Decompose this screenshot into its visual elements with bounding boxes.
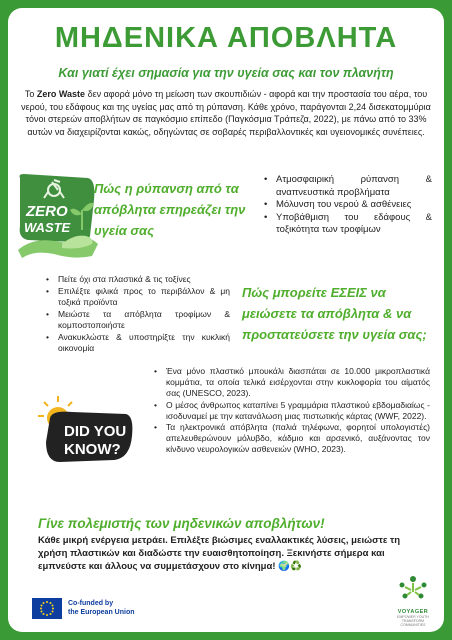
intro-prefix: Το: [24, 89, 37, 99]
zero-waste-illustration: [14, 170, 100, 262]
poster: [8, 8, 444, 632]
page-subtitle: Και γιατί έχει σημασία για την υγεία σας και τον πλανήτη: [58, 66, 394, 80]
voyager-name: VOYAGER: [397, 609, 429, 615]
list-item: • Υποβάθμιση του εδάφους & τοξικότητα των τροφίμων: [264, 212, 432, 237]
intro-rest: δεν αφορά μόνο τη μείωση των σκουπιδιών - αφορά και την προστασία του αέρα, του νερού, του εδάφους και της υγείας μας από τη ρύπανση. Κάθε χρόνο, παράγονται 2,24 δισεκατομμύρια τόνοι στερεών αποβλήτων σε παγκόσμιο επίπεδο (Παγκόσμια Τράπεζα, 2022), με πάνω από το 33% αυτών να διαχειρίζονται κακώς, οδηγώντας σε σοβαρές περιβαλλοντικές και υγειονομικές συνέπειες.: [21, 89, 431, 137]
list-item: • Ο μέσος άνθρωπος καταπίνει 5 γραμμάρια πλαστικού εβδομαδιαίως - ισοδυναμεί με την κατανάλωση μιας πιστωτικής κάρτας (WWF, 2022).: [154, 400, 430, 422]
cta-title: Γίνε πολεμιστής των μηδενικών αποβλήτων!: [38, 516, 325, 531]
list-item: • Πείτε όχι στα πλαστικά & τις τοξίνες: [46, 274, 230, 286]
actions-list: [46, 274, 230, 355]
did-you-know-graphic: [36, 392, 136, 478]
list-item: • Μειώστε τα απόβλητα τροφίμων & κομποστοποιήστε: [46, 309, 230, 332]
pollution-heading: Πώς η ρύπανση από τα απόβλητα επηρεάζει την υγεία σας: [94, 181, 246, 238]
list-item: • Επιλέξτε φιλικά προς το περιβάλλον & μη τοξικά προϊόντα: [46, 286, 230, 309]
eu-flag-icon: [32, 598, 62, 619]
voyager-logo: [390, 574, 436, 627]
list-item: • Τα ηλεκτρονικά απόβλητα (παλιά τηλέφωνα, φορητοί υπολογιστές) απελευθερώνουν μόλυβδο, κάδμιο και αρσενικό, αυξάνοντας τον κίνδυνο νευρολογικών ασθενειών (WHO, 2023).: [154, 422, 430, 456]
page-title: ΜΗΔΕΝΙΚΑ ΑΠΟΒΛΗΤΑ: [54, 22, 398, 54]
logo-zero: ZERO: [26, 203, 68, 220]
eu-line1: Co-funded by: [68, 600, 114, 607]
eu-text: [68, 599, 135, 617]
intro-paragraph: [20, 88, 432, 138]
voyager-tagline: EMPOWER YOUTH TRANSFORM COMMUNITIES: [397, 615, 429, 627]
eu-cofunded-logo: [32, 598, 172, 622]
badge-line1: DID YOU: [64, 423, 127, 440]
list-item: • Μόλυνση του νερού & ασθένειες: [264, 199, 432, 212]
list-item: • Ατμοσφαιρική ρύπανση & αναπνευστικά προβλήματα: [264, 174, 432, 199]
facts-list: [154, 366, 430, 456]
did-you-know-badge: [36, 392, 136, 478]
cta-text: Κάθε μικρή ενέργεια μετράει. Επιλέξτε βιώσιμες εναλλακτικές λύσεις, μειώστε τη χρήση πλαστικών και διαδώστε την ευαισθητοποίηση. Ξεκινήστε σήμερα και εμπνεύστε και άλλους να συμμετάσχουν στο κίνημα! 🌍♻️: [38, 535, 401, 572]
logo-waste: WASTE: [24, 220, 71, 235]
list-item: • Ανακυκλώστε & υποστηρίξτε την κυκλική οικονομία: [46, 332, 230, 355]
eu-line2: the European Union: [68, 609, 135, 616]
zero-waste-logo: [14, 170, 100, 262]
voyager-people-icon: [395, 574, 431, 604]
intro-bold: Zero Waste: [36, 89, 86, 99]
pollution-list: [264, 174, 432, 237]
badge-line2: KNOW?: [64, 441, 121, 458]
list-item: • Ένα μόνο πλαστικό μπουκάλι διασπάται σε 10.000 μικροπλαστικά κομμάτια, τα οποία τελικά εισέρχονται στην κυκλοφορία του αίματός σας (UNESCO, 2023).: [154, 366, 430, 400]
actions-heading: Πώς μπορείτε ΕΣΕΙΣ να μειώσετε τα απόβλητα & να προστατεύσετε την υγεία σας;: [242, 285, 427, 342]
